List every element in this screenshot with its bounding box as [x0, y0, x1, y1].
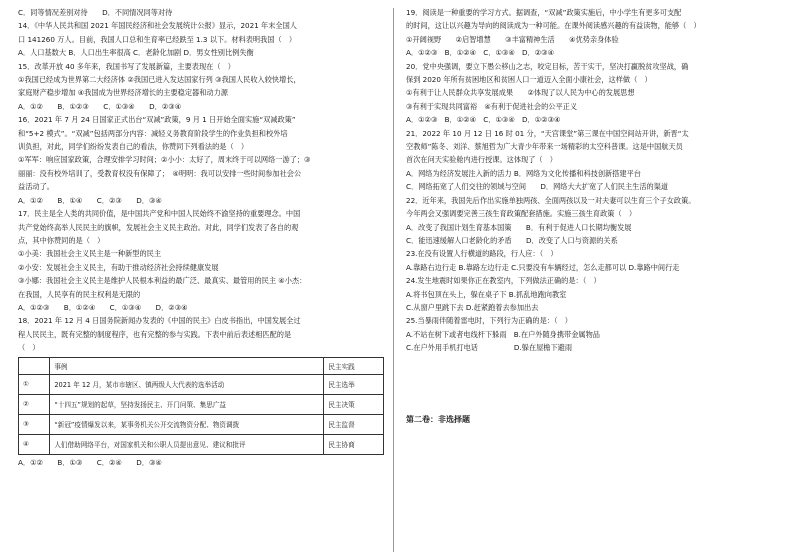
right-column	[406, 6, 778, 426]
text-line: 的时间，这让以兴趣为导向的阅读成为一种可能。在课外阅读感兴趣的有益读物，能够（ ）	[406, 21, 701, 31]
table-cell: 民主选举	[324, 374, 384, 394]
text-line: 共产党始终高举人民民主的旗帜，发展社会主义民主政治。对此，同学们发表了各自的观	[18, 222, 299, 232]
question-23-stem: 23.在没有设置人行横道的路段，行人应：（ ）	[406, 249, 558, 259]
question-22-stem: 22．近年来，我国先后作出实施单独两孩、全面两孩以及一对夫妻可以生育三个子女政策。	[406, 195, 696, 205]
text-line: 口 141260 万人。目前，我国人口总和生育率已经跌至 1.3 以下。材料表明我国（ ）	[18, 34, 297, 44]
text-line: 丽丽：没有校外培训了，受教育权没有保障了； ④明明：我可以安排一些时间参加社会公	[18, 168, 302, 178]
text-line: ③有利于实现共同富裕 ④有利于促进社会的公平正义	[406, 101, 578, 111]
question-25-options: A.不站在树下或者电线杆下躲雨 B.在户外随身携带金属物品	[406, 329, 600, 339]
question-21-stem: 21．2022 年 10 月 12 日 16 时 01 分，“天宫课堂”第三课在中国空间站开讲，新晋“太	[406, 128, 689, 138]
text-line: ①小美：我国社会主义民主是一种新型的民主	[18, 249, 162, 259]
table-header-cell: 事例	[50, 357, 324, 374]
text-line: 保到 2020 年所有贫困地区和贫困人口一道迈入全面小康社会，这样做（ ）	[406, 75, 652, 85]
table-cell: ④	[19, 434, 50, 454]
question-14-options: A．人口基数大 B．人口出生率很高 C．老龄化加剧 D．男女性别比例失衡	[18, 48, 254, 58]
question-24-stem: 24.发生地震时如果你正在教室内，下列做法正确的是：（ ）	[406, 276, 601, 286]
text-line: 在我国，人民享有的民主权利是无限的	[18, 289, 141, 299]
text-line: 空教师”陈冬、刘洋、蔡旭哲为广大青少年带来一场精彩的太空科普课。这是中国航天员	[406, 142, 683, 152]
question-23-options: A.靠路右边行走 B.靠路左边行走 C.只要没有车辆经过，怎么走都可以 D.靠路中间行走	[406, 262, 680, 272]
question-24-options: C.从窗户里跳下去 D.赶紧跑着去参加出去	[406, 302, 539, 312]
table-cell: “新冠”疫情爆发以来，某事务机关公开交流物资分配、物资调拨	[50, 414, 324, 434]
table-row	[19, 414, 384, 434]
question-19-stem: 19．阅读是一种重要的学习方式。据调查，“双减”政策实施后，中小学生有更多可支配	[406, 8, 682, 17]
table-cell: 民主监督	[324, 414, 384, 434]
question-18-table	[18, 357, 384, 455]
table-row	[19, 434, 384, 454]
question-lines-left	[18, 6, 384, 355]
table-cell: 人们借助网络平台，对国家机关和公职人员提出意见、建议和批评	[50, 434, 324, 454]
table-row	[19, 374, 384, 394]
text-line: 和“5+2 模式”。“双减”包括两部分内容：减轻义务教育阶段学生的作业负担和校外培	[18, 128, 288, 138]
table-cell: 民主决策	[324, 394, 384, 414]
text-line: ①有利于让人民群众共享发展成果 ②体现了以人民为中心的发展思想	[406, 88, 635, 98]
question-24-options: A.将书包顶在头上，躲在桌子下 B.抓乱地跑向教室	[406, 289, 567, 299]
text-line: 程人民民主，既有完整的制度程序，也有完整的参与实践。下表中前后表述相匹配的是	[18, 329, 292, 339]
table-header-cell: 民主实践	[324, 357, 384, 374]
question-25-stem: 25.当暴雨伴随着雷电时，下列行为正确的是：（ ）	[406, 316, 572, 326]
column-divider	[393, 8, 394, 552]
text-line: 益活动了。	[18, 182, 54, 192]
table-row	[19, 394, 384, 414]
text-line: ②小安：发展社会主义民主，有助于推动经济社会持续健康发展	[18, 262, 219, 272]
text-line: 训负担，对此，同学们纷纷发表自己的看法，你赞同下列看法的是（ ）	[18, 142, 249, 152]
question-17-options: A．①②③ B．①②④ C．①③④ D．②③④	[18, 302, 188, 312]
text-line: ①开阔视野 ②启智增慧 ③丰富精神生活 ④优势亲身体验	[406, 34, 619, 44]
text-line: ①我国已经成为世界第二大经济体 ②我国已进入发达国家行列 ③我国人民收入较快增长，	[18, 75, 301, 85]
text-line: （ ）	[18, 343, 40, 353]
text-line: C．同等情况差别对待 D．不同情况同等对待	[18, 8, 173, 17]
question-18-stem: 18．2021 年 12 月 4 日国务院新闻办发表的《中国的民主》白皮书指出，中国发展全过	[18, 316, 301, 326]
question-16-options: A．①② B．①④ C．②③ D．③④	[18, 195, 162, 205]
question-15-options: A．①② B．①②③ C．①③④ D．②③④	[18, 101, 182, 111]
question-21-options: A．网络为经济发展注入新的活力 B．网络为文化传播和科技创新搭建平台	[406, 168, 641, 178]
question-15-stem: 15．改革开放 40 多年来，我国书写了发展新篇，主要表现在（ ）	[18, 61, 235, 71]
question-22-options: A．改变了我国计划生育基本国策 B．有利于促进人口长期均衡发展	[406, 222, 632, 232]
text-line: ①军军：响应国家政策，合理安排学习时间；②小小：太好了，周末终于可以网络一游了；③	[18, 155, 311, 165]
question-16-stem: 16．2021 年 7 月 24 日国家正式出台“双减”政策，9 月 1 日开始全面实施“双减政策”	[18, 115, 296, 125]
table-cell: ①	[19, 374, 50, 394]
table-cell: ②	[19, 394, 50, 414]
question-18-options: A．①② B．①③ C．②④ D．③④	[18, 457, 162, 467]
table-cell: “十四五”规划的起草，坚持发扬民主、开门问策、集思广益	[50, 394, 324, 414]
table-cell: ③	[19, 414, 50, 434]
question-20-stem: 20．党中央强调，要立下愚公移山之志，咬定目标，苦干实干，坚决打赢脱贫攻坚战，确	[406, 61, 689, 71]
question-17-stem: 17．民主是全人类的共同价值，是中国共产党和中国人民始终不渝坚持的重要理念。中国	[18, 209, 301, 219]
question-22-options: C．能迅速缓解人口老龄化的矛盾 D．改变了人口与资源的关系	[406, 235, 618, 245]
question-19-options: A．①②③ B．①②④ C．①③④ D．②③④	[406, 48, 555, 58]
text-line: 今年两会又强调要完善三孩生育政策配套措施。实施三孩生育政策（ ）	[406, 209, 637, 219]
text-line: ③小娜：我国社会主义民主是维护人民根本利益的最广泛、最真实、最管用的民主 ④小杰：	[18, 276, 307, 286]
table-cell: 2021 年 12 月，某市市辖区、镇两级人大代表的选举活动	[50, 374, 324, 394]
question-14-stem: 14．《中华人民共和国 2021 年国民经济和社会发展统计公报》显示，2021 年末全国人	[18, 21, 297, 31]
section-title: 第二卷：非选择题	[406, 414, 470, 424]
table-cell: 民主协商	[324, 434, 384, 454]
question-21-options: C．网络拓宽了人们交往的领域与空间 D．网络大大扩宽了人们民主生活的渠道	[406, 182, 669, 192]
text-line: 首次在问天实验舱内进行授课。这体现了（ ）	[406, 155, 557, 165]
text-line: 家庭财产稳步增加 ④我国成为世界经济增长的主要稳定器和动力源	[18, 88, 228, 98]
text-line: 点，其中你赞同的是（ ）	[18, 235, 105, 245]
table-header-cell	[19, 357, 50, 374]
question-20-options: A．①②③ B．①②④ C．①③④ D．①②③④	[406, 115, 561, 125]
question-25-options: C.在户外用手机打电话 D.躲在屋檐下避雨	[406, 343, 573, 353]
table-header-row	[19, 357, 384, 374]
left-column	[18, 6, 384, 469]
